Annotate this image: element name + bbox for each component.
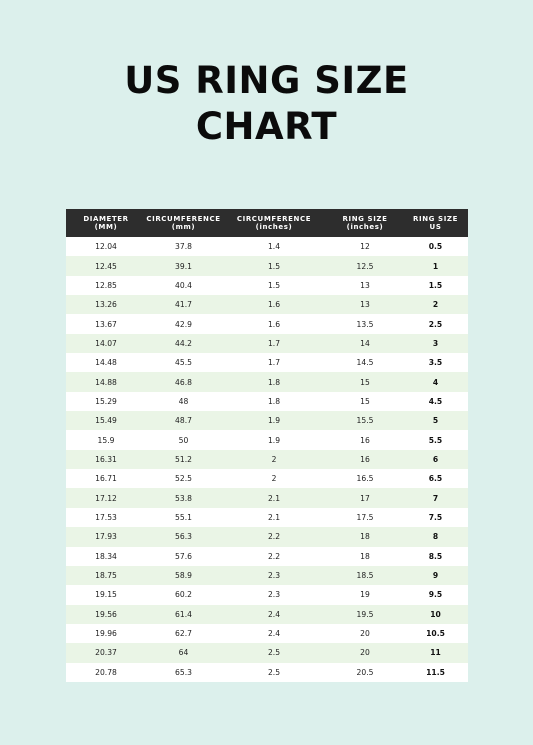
ring-size-table [66,209,468,682]
cell-ring-size-us: 10.5 [426,629,445,639]
table-row [66,450,468,469]
cell-ring-size-us: 5.5 [428,435,443,445]
table-row [66,469,468,488]
cell-diameter: 15.29 [95,396,117,406]
cell-circumference-mm: 55.1 [175,512,192,522]
cell-diameter: 14.48 [95,358,117,368]
table-row [66,605,468,624]
table-row [66,237,468,256]
cell-circumference-inches: 2 [271,454,277,464]
page-title-line-1: US RING SIZE [124,59,409,102]
table-row [66,372,468,391]
table-body [66,237,468,682]
cell-circumference-inches: 1.6 [267,300,281,310]
table-row [66,527,468,546]
cell-circumference-mm: 64 [178,648,189,658]
cell-ring-size-us: 9 [432,571,439,581]
cell-circumference-mm: 40.4 [175,280,192,290]
cell-ring-size-inches: 13.5 [356,319,374,329]
cell-ring-size-inches: 12 [360,242,370,252]
cell-circumference-inches: 1.8 [267,396,281,406]
cell-circumference-inches: 2.2 [267,532,281,542]
cell-ring-size-inches: 20 [360,629,370,639]
cell-circumference-mm: 50 [178,435,189,445]
cell-ring-size-inches: 12.5 [356,261,374,271]
cell-diameter: 19.56 [95,609,117,619]
table-row [66,566,468,585]
page-title [0,58,533,150]
cell-circumference-mm: 51.2 [175,454,192,464]
cell-circumference-mm: 37.8 [175,242,192,252]
table-row [66,411,468,430]
cell-ring-size-us: 6.5 [428,474,443,484]
table-row [66,392,468,411]
table-row [66,334,468,353]
cell-circumference-inches: 1.6 [267,319,281,329]
cell-circumference-mm: 61.4 [175,609,192,619]
table-row [66,547,468,566]
cell-diameter: 12.04 [95,242,117,252]
cell-ring-size-inches: 17 [360,493,370,503]
cell-diameter: 17.12 [95,493,117,503]
cell-ring-size-inches: 19 [360,590,370,600]
cell-circumference-inches: 2.5 [267,648,281,658]
cell-diameter: 19.15 [95,590,117,600]
cell-ring-size-us: 11.5 [426,667,445,677]
cell-circumference-inches: 1.5 [267,261,281,271]
table-row [66,314,468,333]
cell-circumference-mm: 48.7 [175,416,192,426]
cell-ring-size-us: 11 [430,648,441,658]
cell-circumference-inches: 2.5 [267,667,281,677]
cell-diameter: 15.9 [97,435,115,445]
cell-diameter: 14.88 [95,377,117,387]
cell-circumference-mm: 58.9 [175,571,192,581]
header-ring-size-us: RING SIZE US [413,215,458,231]
cell-ring-size-inches: 16 [360,435,370,445]
cell-circumference-mm: 52.5 [175,474,192,484]
table-row [66,663,468,682]
cell-ring-size-inches: 16 [360,454,370,464]
cell-ring-size-us: 8.5 [428,551,443,561]
cell-circumference-inches: 2.1 [267,512,281,522]
cell-ring-size-inches: 18 [360,551,370,561]
cell-ring-size-inches: 14.5 [356,358,374,368]
cell-diameter: 20.37 [95,648,117,658]
cell-circumference-mm: 44.2 [175,338,192,348]
table-row [66,353,468,372]
cell-ring-size-us: 4.5 [428,396,443,406]
cell-circumference-inches: 2.4 [267,629,281,639]
cell-ring-size-us: 5 [432,416,439,426]
table-row [66,276,468,295]
cell-diameter: 18.34 [95,551,117,561]
cell-ring-size-inches: 15 [360,396,370,406]
cell-diameter: 18.75 [95,571,117,581]
table-row [66,624,468,643]
cell-ring-size-us: 7.5 [428,512,443,522]
cell-circumference-inches: 1.9 [267,435,281,445]
cell-ring-size-us: 1.5 [428,280,443,290]
table-row [66,256,468,275]
cell-ring-size-us: 1 [432,261,439,271]
cell-diameter: 12.85 [95,280,117,290]
table-row [66,585,468,604]
cell-circumference-mm: 48 [178,396,189,406]
cell-ring-size-us: 2 [432,300,439,310]
cell-circumference-mm: 46.8 [175,377,192,387]
cell-ring-size-us: 2.5 [428,319,443,329]
cell-ring-size-us: 3 [432,338,439,348]
cell-diameter: 13.67 [95,319,117,329]
cell-ring-size-inches: 18.5 [356,571,374,581]
cell-circumference-inches: 2.4 [267,609,281,619]
header-circumference-inches: CIRCUMFERENCE (inches) [236,215,312,231]
cell-ring-size-inches: 18 [360,532,370,542]
cell-ring-size-us: 4 [432,377,439,387]
cell-ring-size-inches: 15 [360,377,370,387]
cell-ring-size-us: 10 [430,609,441,619]
cell-diameter: 13.26 [95,300,117,310]
header-ring-size-inches: RING SIZE (inches) [342,215,388,231]
cell-circumference-inches: 1.7 [267,358,281,368]
cell-circumference-inches: 1.4 [267,242,281,252]
table-header [66,209,468,237]
cell-diameter: 12.45 [95,261,117,271]
cell-diameter: 17.93 [95,532,117,542]
cell-circumference-inches: 2 [271,474,277,484]
table-row [66,295,468,314]
table-row [66,508,468,527]
cell-ring-size-inches: 17.5 [356,512,374,522]
cell-diameter: 15.49 [95,416,117,426]
cell-ring-size-inches: 15.5 [356,416,374,426]
cell-circumference-inches: 1.7 [267,338,281,348]
page-title-line-2: CHART [195,105,338,148]
cell-circumference-mm: 53.8 [175,493,192,503]
cell-circumference-mm: 56.3 [175,532,192,542]
cell-diameter: 16.31 [95,454,117,464]
cell-circumference-inches: 2.3 [267,571,281,581]
cell-circumference-inches: 2.1 [267,493,281,503]
cell-ring-size-inches: 14 [360,338,370,348]
cell-circumference-mm: 42.9 [175,319,192,329]
header-circumference-mm: CIRCUMFERENCE (mm) [146,215,221,231]
cell-circumference-inches: 2.2 [267,551,281,561]
cell-diameter: 17.53 [95,512,117,522]
cell-diameter: 19.96 [95,629,117,639]
cell-circumference-inches: 1.5 [267,280,281,290]
cell-circumference-mm: 45.5 [175,358,192,368]
cell-ring-size-us: 7 [432,493,439,503]
cell-ring-size-us: 3.5 [428,358,443,368]
cell-ring-size-us: 9.5 [428,590,443,600]
cell-circumference-mm: 57.6 [175,551,192,561]
table-row [66,488,468,507]
cell-ring-size-us: 8 [432,532,439,542]
cell-circumference-mm: 60.2 [175,590,192,600]
cell-circumference-mm: 39.1 [175,261,192,271]
cell-ring-size-inches: 16.5 [356,474,374,484]
cell-ring-size-us: 6 [432,454,439,464]
cell-ring-size-inches: 19.5 [356,609,374,619]
table-row [66,430,468,449]
cell-circumference-mm: 65.3 [175,667,192,677]
cell-circumference-inches: 1.9 [267,416,281,426]
cell-circumference-mm: 41.7 [175,300,192,310]
cell-diameter: 14.07 [95,338,117,348]
cell-diameter: 20.78 [95,667,117,677]
cell-ring-size-us: 0.5 [428,242,443,252]
cell-circumference-mm: 62.7 [175,629,192,639]
cell-diameter: 16.71 [95,474,117,484]
table-row [66,643,468,662]
cell-ring-size-inches: 13 [360,280,370,290]
cell-circumference-inches: 2.3 [267,590,281,600]
cell-ring-size-inches: 20.5 [356,667,374,677]
header-diameter: DIAMETER (MM) [83,215,129,231]
cell-ring-size-inches: 20 [360,648,370,658]
cell-ring-size-inches: 13 [360,300,370,310]
cell-circumference-inches: 1.8 [267,377,281,387]
